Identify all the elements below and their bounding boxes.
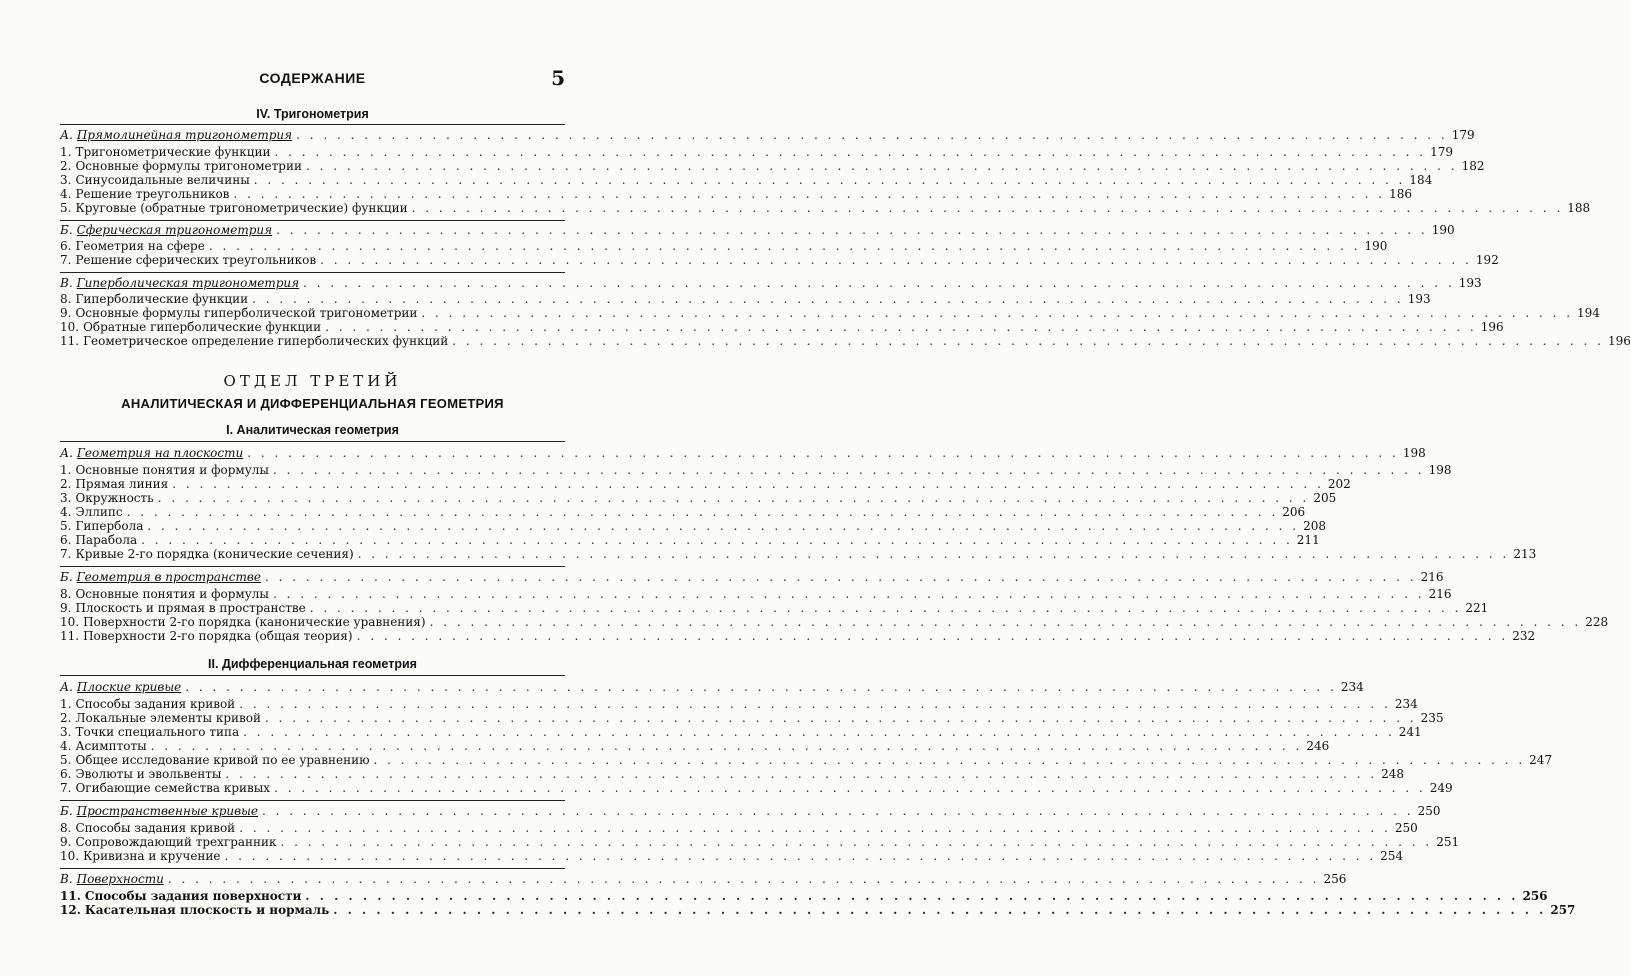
toc-item[interactable]: 5. Общее исследование кривой по ее уравнению . . . 247 — [60, 753, 565, 767]
toc-group-heading[interactable]: А. Плоские кривые . . . 234 — [60, 680, 565, 694]
toc-item[interactable]: 4. Асимптоты . . . 246 — [60, 739, 565, 753]
divider — [60, 868, 565, 869]
divider — [60, 800, 565, 801]
toc-group-heading[interactable]: В. Поверхности . . . 256 — [60, 872, 565, 886]
divider — [60, 220, 565, 221]
toc-item[interactable]: 11. Поверхности 2-го порядка (общая теория) . . . 232 — [60, 629, 565, 643]
toc-item[interactable]: 7. Огибающие семейства кривых . . . 249 — [60, 781, 565, 795]
toc-item[interactable]: 1. Тригонометрические функции . . . 179 — [60, 145, 565, 159]
toc-item[interactable]: 5. Гипербола . . . 208 — [60, 519, 565, 533]
section-title: I. Аналитическая геометрия — [226, 423, 399, 437]
toc-group-heading[interactable]: Б. Пространственные кривые . . . 250 — [60, 804, 565, 818]
toc-item[interactable]: 9. Плоскость и прямая в пространстве . . . 221 — [60, 601, 565, 615]
toc-item[interactable]: 12. Касательная плоскость и нормаль . . . 257 — [60, 903, 565, 917]
toc-item[interactable]: 4. Решение треугольников . . . 186 — [60, 187, 565, 201]
toc-item[interactable]: 4. Эллипс . . . 206 — [60, 505, 565, 519]
toc-item[interactable]: 3. Окружность . . . 205 — [60, 491, 565, 505]
toc-item[interactable]: 10. Обратные гиперболические функции . . . 196 — [60, 320, 565, 334]
divider — [60, 566, 565, 567]
toc-item[interactable]: 6. Эволюты и эвольвенты . . . 248 — [60, 767, 565, 781]
toc-item[interactable]: 11. Способы задания поверхности . . . 256 — [60, 889, 565, 903]
toc-item[interactable]: 3. Синусоидальные величины . . . 184 — [60, 173, 565, 187]
divider — [60, 272, 565, 273]
toc-group-heading[interactable]: Б. Сферическая тригонометрия . . . 190 — [60, 223, 565, 237]
toc-item[interactable]: 8. Гиперболические функции . . . 193 — [60, 292, 565, 306]
toc-item[interactable]: 6. Парабола . . . 211 — [60, 533, 565, 547]
toc-item[interactable]: 10. Кривизна и кручение . . . 254 — [60, 849, 565, 863]
toc-item[interactable]: 2. Прямая линия . . . 202 — [60, 477, 565, 491]
toc-group-heading[interactable]: А. Прямолинейная тригонометрия . . . 179 — [60, 128, 565, 142]
toc-item[interactable]: 8. Способы задания кривой . . . 250 — [60, 821, 565, 835]
toc-item[interactable]: 5. Круговые (обратные тригонометрические) функции . . . 188 — [60, 201, 565, 215]
divider — [60, 124, 565, 125]
page-number: 5 — [551, 66, 565, 90]
running-header — [60, 66, 565, 90]
toc-item[interactable]: 8. Основные понятия и формулы . . . 216 — [60, 587, 565, 601]
toc-item[interactable]: 10. Поверхности 2-го порядка (канонические уравнения) . . . 228 — [60, 615, 565, 629]
toc-item[interactable]: 7. Решение сферических треугольников . . . 192 — [60, 253, 565, 267]
part-title: ОТДЕЛ ТРЕТИЙ — [223, 372, 402, 390]
toc-group-heading[interactable]: Б. Геометрия в пространстве . . . 216 — [60, 570, 565, 584]
toc-item[interactable]: 6. Геометрия на сфере . . . 190 — [60, 239, 565, 253]
toc-group-heading[interactable]: А. Геометрия на плоскости . . . 198 — [60, 446, 565, 460]
toc-item[interactable]: 3. Точки специального типа . . . 241 — [60, 725, 565, 739]
toc-item[interactable]: 2. Локальные элементы кривой . . . 235 — [60, 711, 565, 725]
toc-group-heading[interactable]: В. Гиперболическая тригонометрия . . . 193 — [60, 276, 565, 290]
divider — [60, 675, 565, 676]
toc-item[interactable]: 11. Геометрическое определение гиперболических функций . . . 196 — [60, 334, 565, 348]
divider — [60, 441, 565, 442]
toc-item[interactable]: 1. Основные понятия и формулы . . . 198 — [60, 463, 565, 477]
toc-item[interactable]: 9. Сопровождающий трехгранник . . . 251 — [60, 835, 565, 849]
toc-item[interactable]: 2. Основные формулы тригонометрии . . . 182 — [60, 159, 565, 173]
part-subtitle: АНАЛИТИЧЕСКАЯ И ДИФФЕРЕНЦИАЛЬНАЯ ГЕОМЕТРИЯ — [121, 396, 504, 411]
page-title: СОДЕРЖАНИЕ — [259, 70, 366, 86]
section-title: IV. Тригонометрия — [256, 107, 369, 121]
toc-item[interactable]: 9. Основные формулы гиперболической тригонометрии . . . 194 — [60, 306, 565, 320]
section-title: II. Дифференциальная геометрия — [208, 657, 417, 671]
toc-item[interactable]: 7. Кривые 2-го порядка (конические сечения) . . . 213 — [60, 547, 565, 561]
toc-item[interactable]: 1. Способы задания кривой . . . 234 — [60, 697, 565, 711]
